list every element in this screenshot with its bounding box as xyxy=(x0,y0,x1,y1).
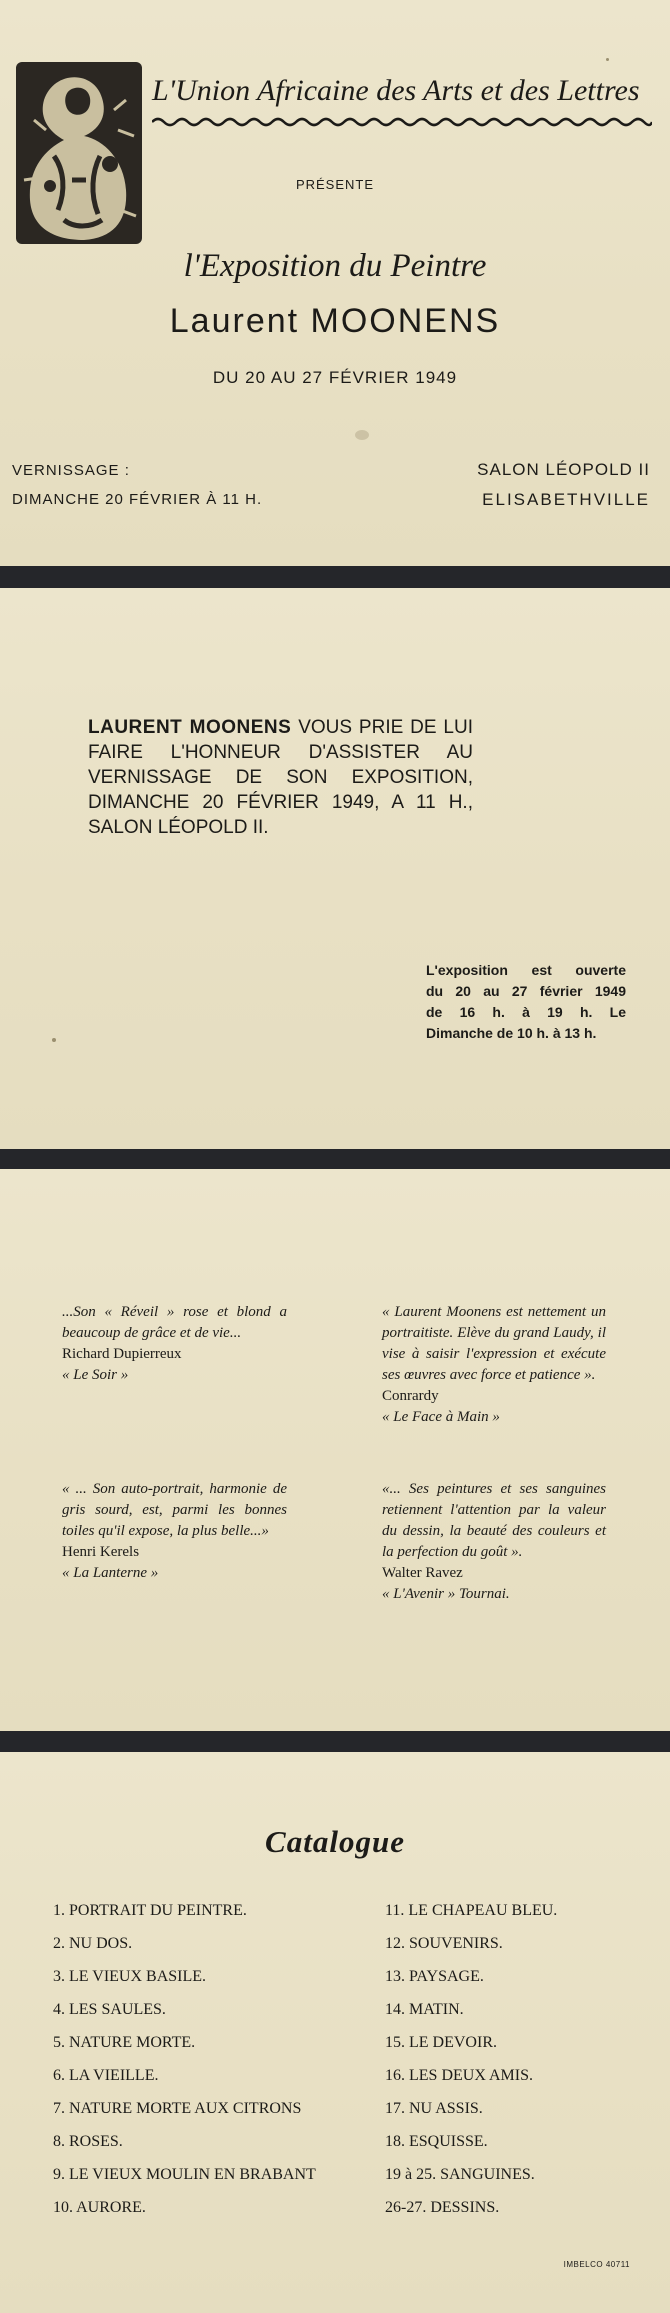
catalogue-item: 26-27. DESSINS. xyxy=(385,2199,500,2216)
catalogue-title: Catalogue xyxy=(265,1824,405,1859)
printer-mark: IMBELCO 40711 xyxy=(563,2260,630,2269)
presents-label: PRÉSENTE xyxy=(295,177,375,192)
invitation-body: VOUS PRIE DE LUI FAIRE L'HONNEUR D'ASSISTER AU VERNISSAGE DE SON EXPOSITION, DIMANCHE 20 FÉVRIER 1949, A 11 H., SALON LÉOPOLD II. xyxy=(88,717,473,838)
opening-hours-line: L'exposition est ouverte xyxy=(426,962,626,978)
quote-author: Conrardy xyxy=(382,1388,439,1404)
quote-text: «... Ses peintures et ses sanguines retiennent l'attention par la valeur du dessin, la beauté des couleurs et la perfection du goût ». xyxy=(382,1481,606,1560)
vernissage-label: VERNISSAGE : xyxy=(12,462,130,479)
catalogue-item: 14. MATIN. xyxy=(385,2001,464,2018)
catalogue-list-right xyxy=(385,1894,557,2224)
catalogue-item: 5. NATURE MORTE. xyxy=(53,2034,196,2051)
page-divider xyxy=(0,566,670,588)
page-divider xyxy=(0,1149,670,1169)
quote-text: « Laurent Moonens est nettement un portraitiste. Elève du grand Laudy, il vise à saisir l'expression et exécute ses œuvres avec force et patience ». xyxy=(382,1304,606,1383)
catalogue-item: 18. ESQUISSE. xyxy=(385,2133,488,2150)
catalogue-item: 11. LE CHAPEAU BLEU. xyxy=(385,1902,558,1919)
press-quote xyxy=(62,1479,287,1584)
organization-title: L'Union Africaine des Arts et des Lettres xyxy=(152,74,640,107)
venue-name: SALON LÉOPOLD II xyxy=(477,460,650,479)
catalogue-item: 9. LE VIEUX MOULIN EN BRABANT xyxy=(53,2166,316,2183)
venue-city: ELISABETHVILLE xyxy=(482,490,650,509)
catalogue-item: 6. LA VIEILLE. xyxy=(53,2067,159,2084)
quote-source: « Le Soir » xyxy=(62,1367,129,1383)
opening-hours xyxy=(426,960,626,1044)
page-divider xyxy=(0,1731,670,1752)
quote-author: Walter Ravez xyxy=(382,1565,463,1581)
vernissage-date: DIMANCHE 20 FÉVRIER À 11 H. xyxy=(12,491,263,508)
catalogue-item: 2. NU DOS. xyxy=(53,1935,133,1952)
woodcut-figures-illustration xyxy=(14,60,144,246)
opening-hours-line: Dimanche de 10 h. à 13 h. xyxy=(426,1025,597,1041)
catalogue-item: 13. PAYSAGE. xyxy=(385,1968,484,1985)
catalogue-panel xyxy=(0,1752,670,2313)
catalogue-item: 19 à 25. SANGUINES. xyxy=(385,2166,535,2183)
quote-text: « ... Son auto-portrait, harmonie de gris sourd, est, parmi les bonnes toiles qu'il expose, la plus belle...» xyxy=(62,1481,287,1539)
catalogue-item: 3. LE VIEUX BASILE. xyxy=(53,1968,207,1985)
quote-source: « Le Face à Main » xyxy=(382,1409,500,1425)
cover-panel xyxy=(0,0,670,566)
quote-author: Richard Dupierreux xyxy=(62,1346,182,1362)
catalogue-item: 12. SOUVENIRS. xyxy=(385,1935,503,1952)
exhibition-dates: DU 20 AU 27 FÉVRIER 1949 xyxy=(212,368,458,387)
quote-author: Henri Kerels xyxy=(62,1544,140,1560)
invitation-panel xyxy=(0,588,670,1149)
catalogue-item: 16. LES DEUX AMIS. xyxy=(385,2067,534,2084)
press-quote xyxy=(382,1479,606,1605)
catalogue-item: 8. ROSES. xyxy=(53,2133,123,2150)
invitation-text xyxy=(88,715,473,840)
press-quote xyxy=(62,1302,287,1386)
decorative-wave-rule xyxy=(152,116,652,128)
opening-hours-line: de 16 h. à 19 h. Le xyxy=(426,1004,626,1020)
catalogue-item: 10. AURORE. xyxy=(53,2199,146,2216)
opening-hours-line: du 20 au 27 février 1949 xyxy=(426,983,626,999)
quote-source: « L'Avenir » Tournai. xyxy=(382,1586,510,1602)
press-panel xyxy=(0,1169,670,1731)
quote-text: ...Son « Réveil » rose et blond a beaucoup de grâce et de vie... xyxy=(62,1304,287,1341)
exhibition-title: l'Exposition du Peintre xyxy=(183,248,487,284)
painter-name: Laurent MOONENS xyxy=(169,302,501,340)
catalogue-list-left xyxy=(53,1894,316,2224)
quote-source: « La Lanterne » xyxy=(62,1565,159,1581)
catalogue-item: 17. NU ASSIS. xyxy=(385,2100,483,2117)
catalogue-item: 4. LES SAULES. xyxy=(53,2001,166,2018)
catalogue-item: 1. PORTRAIT DU PEINTRE. xyxy=(53,1902,247,1919)
catalogue-item: 7. NATURE MORTE AUX CITRONS xyxy=(53,2100,302,2117)
invitation-painter-name: LAURENT MOONENS xyxy=(88,717,292,738)
press-quote xyxy=(382,1302,606,1428)
catalogue-item: 15. LE DEVOIR. xyxy=(385,2034,497,2051)
